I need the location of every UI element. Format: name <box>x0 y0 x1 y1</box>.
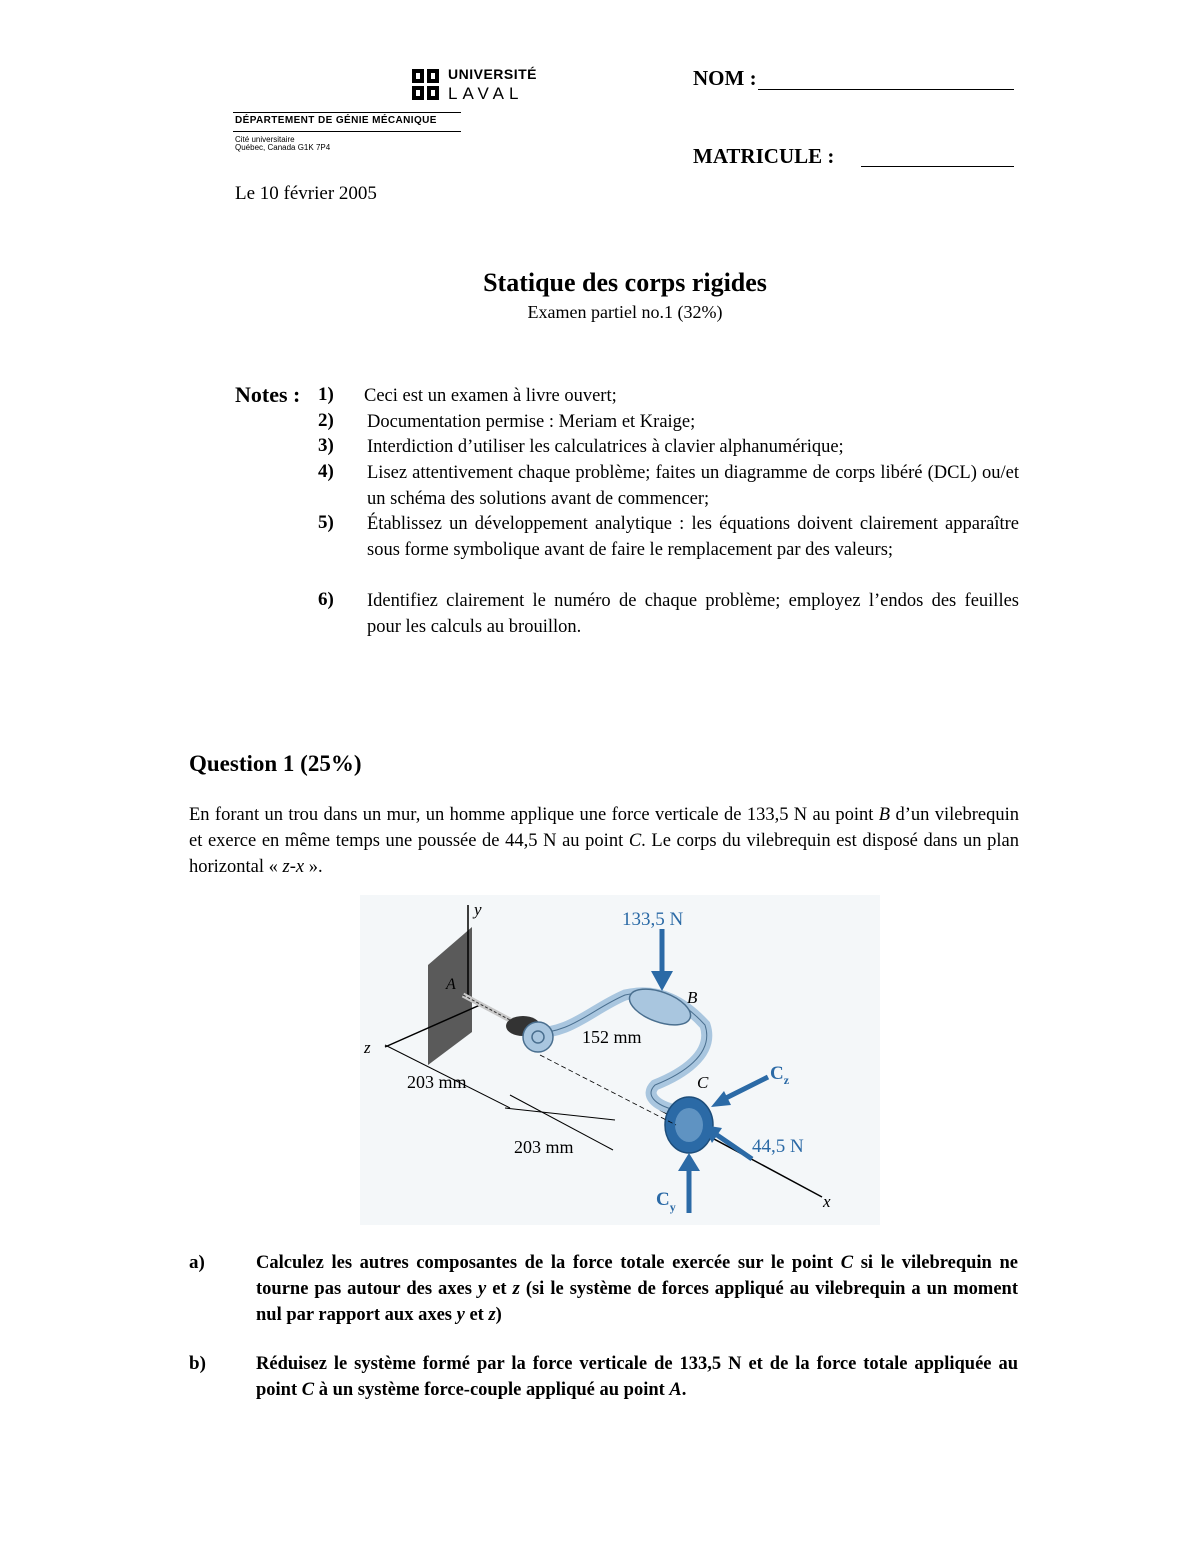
swivel <box>523 1022 553 1052</box>
note-text: Documentation permise : Meriam et Kraige; <box>367 412 696 432</box>
note-text: Lisez attentivement chaque problème; faites un diagramme de corps libéré (DCL) ou/et un schéma des solutions avant de commencer; <box>367 463 1019 509</box>
note-text: Interdiction d’utiliser les calculatrices à clavier alphanumérique; <box>367 437 844 457</box>
university-logo <box>411 66 571 106</box>
note-number: 6) <box>318 589 334 610</box>
point-label-C: C <box>697 1073 709 1092</box>
university-crest-icon <box>411 68 441 102</box>
part-a-text: Calculez les autres composantes de la force totale exercée sur le point C si le vilebrequin ne tourne pas autour des axes y et z (si le système de forces appliqué au vilebrequin a un moment nul par rapport aux axes y et z) <box>256 1253 1019 1325</box>
force-label-133-5: 133,5 N <box>622 909 684 930</box>
exam-date: Le 10 février 2005 <box>235 183 377 204</box>
dimension-label-152: 152 mm <box>582 1027 642 1047</box>
page-title: Statique des corps rigides <box>483 268 767 297</box>
part-a-label: a) <box>189 1252 205 1273</box>
notes-label: Notes : <box>235 382 301 407</box>
university-name-laval: LAVAL <box>448 84 524 103</box>
part-b-label: b) <box>189 1353 206 1374</box>
dimension-label-203-a: 203 mm <box>407 1072 467 1092</box>
force-label-Cy: $C_y$ <box>656 1189 676 1214</box>
dimension-label-203-b: 203 mm <box>514 1137 574 1157</box>
note-number: 5) <box>318 512 334 533</box>
note-text: Ceci est un examen à livre ouvert; <box>364 386 617 406</box>
address-line-1: Cité universitaire <box>235 135 295 144</box>
address-line-2: Québec, Canada G1K 7P4 <box>235 143 331 152</box>
nom-label: NOM : <box>693 66 757 90</box>
force-label-Cz: $C_z$ <box>770 1063 790 1087</box>
matricule-label: MATRICULE : <box>693 144 835 168</box>
point-label-B: B <box>687 988 698 1007</box>
crank-brace-figure <box>360 895 880 1225</box>
point-label-A: A <box>446 976 456 993</box>
divider <box>233 112 461 113</box>
axis-label-x: x <box>823 1192 831 1211</box>
question-intro: En forant un trou dans un mur, un homme applique une force verticale de 133,5 N au point B d’un vilebrequin et exerce en même temps une poussée de 44,5 N au point C. Le corps du vilebrequin est disposé dans un plan horizontal « z-x ». <box>189 805 1019 877</box>
axis-label-z: z <box>364 1038 371 1057</box>
note-number: 4) <box>318 461 334 482</box>
part-b-text: Réduisez le système formé par la force verticale de 133,5 N et de la force totale appliquée au point C à un système force-couple appliqué au point A. <box>256 1354 1018 1400</box>
axis-label-y: y <box>474 900 482 919</box>
nom-field[interactable] <box>758 89 1014 90</box>
note-text: Identifiez clairement le numéro de chaque problème; employez l’endos des feuilles pour les calculs au brouillon. <box>367 591 1019 637</box>
note-number: 3) <box>318 435 334 456</box>
matricule-field[interactable] <box>861 166 1014 167</box>
department-name: DÉPARTEMENT DE GÉNIE MÉCANIQUE <box>235 115 437 126</box>
university-name: UNIVERSITÉ <box>448 66 538 82</box>
note-number: 1) <box>318 384 334 405</box>
note-text: Établissez un développement analytique : les équations doivent clairement apparaître sous forme symbolique avant de faire le remplacement par des valeurs; <box>367 514 1019 560</box>
note-number: 2) <box>318 410 334 431</box>
divider <box>233 131 461 132</box>
force-label-44-5: 44,5 N <box>752 1136 804 1157</box>
question-title: Question 1 (25%) <box>189 751 362 776</box>
page-subtitle: Examen partiel no.1 (32%) <box>527 302 723 322</box>
